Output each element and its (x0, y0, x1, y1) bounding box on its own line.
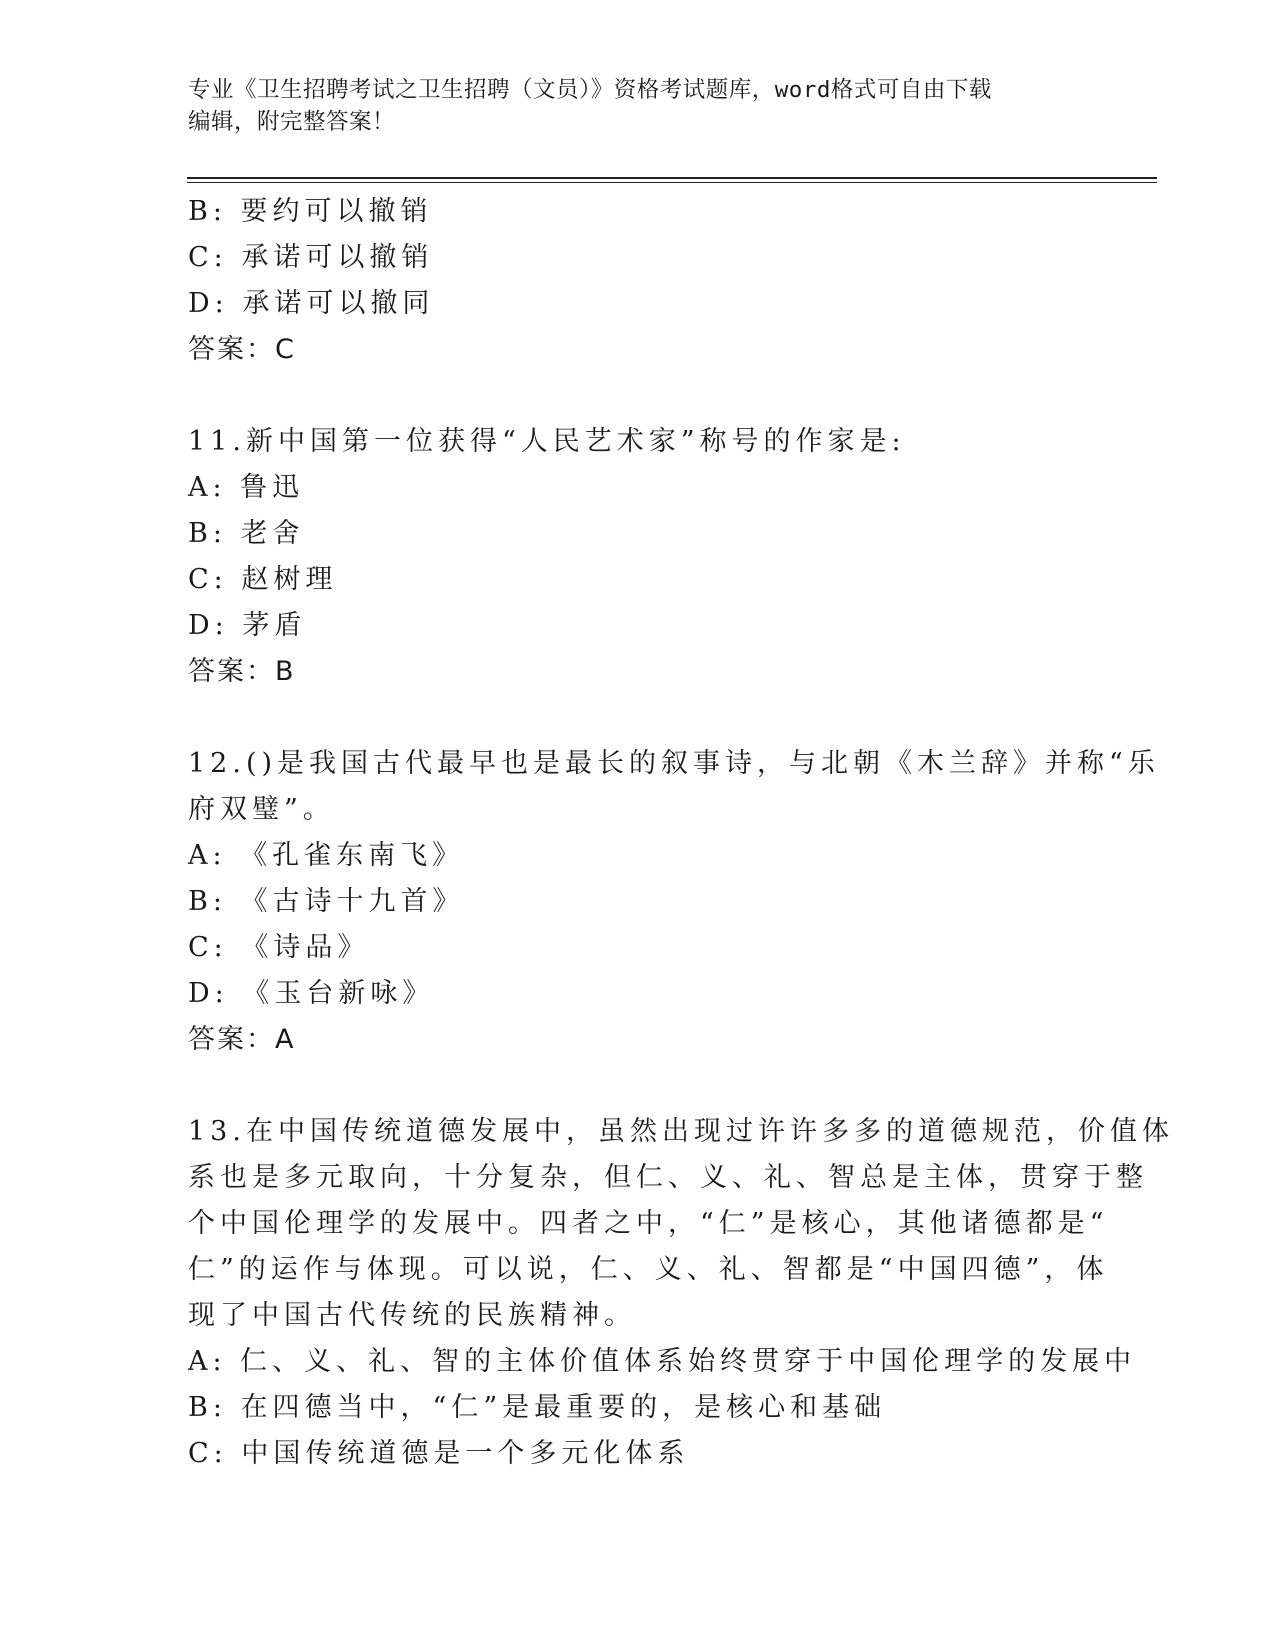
question-text: 11.新中国第一位获得“人民艺术家”称号的作家是: (188, 426, 906, 457)
question-text-line-2: 府双璧”。 (188, 794, 335, 825)
question-12 (188, 741, 1160, 1063)
option-d: D: 茅盾 (188, 610, 307, 641)
question-text-line-1: 12.()是我国古代最早也是最长的叙事诗，与北朝《木兰辞》并称“乐 (188, 748, 1160, 779)
answer-line: 答案：C (188, 334, 296, 365)
option-c: C: 赵树理 (188, 564, 338, 595)
question-13 (188, 1109, 1174, 1477)
option-d: D: 《玉台新咏》 (188, 978, 435, 1009)
header-title-line-1: 专业《卫生招聘考试之卫生招聘（文员）》资格考试题库，word格式可自由下载 (188, 77, 992, 103)
header-title-line-2: 编辑，附完整答案！ (188, 109, 396, 135)
spacer (188, 373, 1088, 419)
option-c: C: 《诗品》 (188, 932, 370, 963)
option-b: B: 老舍 (188, 518, 305, 549)
option-b: B: 在四德当中，“仁”是最重要的，是核心和基础 (188, 1392, 887, 1423)
option-c: C: 中国传统道德是一个多元化体系 (188, 1438, 690, 1469)
question-text-line-3: 个中国伦理学的发展中。四者之中，“仁”是核心，其他诸德都是“ (188, 1208, 1109, 1239)
option-b: B: 《古诗十九首》 (188, 886, 465, 917)
option-a: A: 鲁迅 (188, 472, 305, 503)
option-b: B: 要约可以撤销 (188, 196, 433, 227)
question-10-tail (188, 189, 1088, 373)
header-divider-thin (187, 182, 1157, 183)
option-a: A: 仁、义、礼、智的主体价值体系始终贯穿于中国伦理学的发展中 (188, 1346, 1137, 1377)
question-text-line-1: 13.在中国传统道德发展中，虽然出现过许许多多的道德规范，价值体 (188, 1116, 1174, 1147)
spacer (188, 1063, 1088, 1109)
question-content (188, 189, 1174, 1477)
question-11 (188, 419, 1088, 695)
question-text-line-2: 系也是多元取向，十分复杂，但仁、义、礼、智总是主体，贯穿于整 (188, 1162, 1148, 1193)
option-c: C: 承诺可以撤销 (188, 242, 434, 273)
question-text-line-5: 现了中国古代传统的民族精神。 (188, 1300, 636, 1331)
option-a: A: 《孔雀东南飞》 (188, 840, 465, 871)
page-header (188, 74, 1078, 138)
answer-line: 答案：A (188, 1024, 296, 1055)
answer-line: 答案：B (188, 656, 296, 687)
header-divider-thick (187, 177, 1157, 179)
spacer (188, 695, 1088, 741)
option-d: D: 承诺可以撤同 (188, 288, 435, 319)
question-text-line-4: 仁”的运作与体现。可以说，仁、义、礼、智都是“中国四德”，体 (188, 1254, 1109, 1285)
